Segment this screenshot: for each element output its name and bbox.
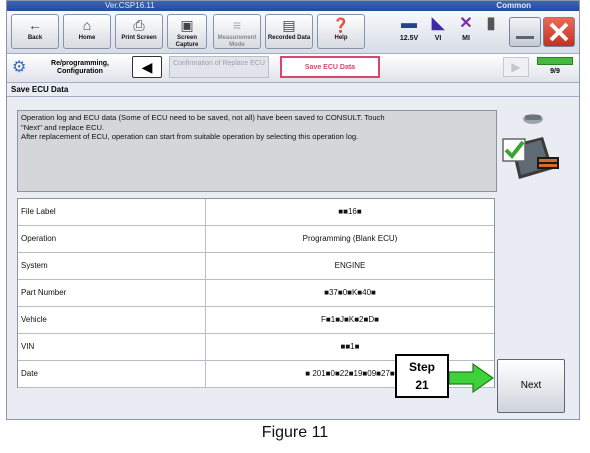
- home-button[interactable]: [63, 14, 111, 49]
- figure-caption: Figure 11: [261, 424, 329, 441]
- row-value-part-number: ■37■0■K■40■: [324, 288, 376, 297]
- breadcrumb-reprogramming-label: Re/programming, Configuration: [51, 60, 109, 75]
- progress-bar: [537, 57, 573, 65]
- recorded-data-label: Recorded Data: [267, 35, 311, 41]
- breadcrumb-forward-button[interactable]: [503, 57, 529, 77]
- progress-label: 9/9: [550, 68, 560, 75]
- row-label-part-number: Part Number: [18, 280, 206, 306]
- callout-step-number: 21: [415, 378, 429, 392]
- row-value-system: ENGINE: [334, 261, 366, 270]
- battery-icon: ▮: [486, 15, 496, 32]
- screen-capture-label: Screen Capture: [175, 35, 199, 48]
- recorded-data-button[interactable]: [265, 14, 313, 49]
- back-button-label: Back: [27, 35, 43, 41]
- screen-capture-button[interactable]: [167, 14, 207, 49]
- callout-step-label: Step: [408, 360, 435, 374]
- table-row: [18, 199, 494, 226]
- version-label: Ver.CSP16.11: [105, 1, 155, 10]
- camera-icon: ▣: [180, 17, 194, 33]
- toolbar: [7, 11, 579, 54]
- help-icon: ❓: [332, 17, 350, 33]
- battery-voltage: 12.5V: [399, 35, 419, 42]
- row-label-file-label: File Label: [18, 199, 206, 225]
- breadcrumb-confirmation-replace-ecu[interactable]: [169, 56, 269, 78]
- step-progress: [535, 57, 575, 75]
- close-button[interactable]: [543, 17, 575, 47]
- printer-icon: ⎙: [133, 17, 145, 33]
- common-label: Common: [496, 1, 531, 10]
- breadcrumb-back-button[interactable]: [132, 56, 162, 78]
- table-row: [18, 280, 494, 307]
- vi-label: VI: [434, 35, 442, 42]
- back-button[interactable]: [11, 14, 59, 49]
- row-label-date: Date: [18, 361, 206, 387]
- close-icon: [544, 18, 574, 46]
- reprogramming-icon: ⚙: [12, 59, 27, 76]
- home-button-label: Home: [78, 35, 96, 41]
- table-row: [18, 226, 494, 253]
- vi-status: [427, 13, 449, 42]
- measurement-icon: ≡: [232, 17, 242, 33]
- battery-bar-status: [481, 13, 501, 35]
- breadcrumb-reprogramming[interactable]: [12, 57, 122, 79]
- table-row: [18, 253, 494, 280]
- instruction-message: [17, 110, 497, 192]
- row-value-vin: ■■1■: [340, 342, 360, 351]
- help-button[interactable]: [317, 14, 365, 49]
- minimize-icon: [516, 36, 534, 39]
- table-row: [18, 307, 494, 334]
- mi-status: [455, 13, 477, 42]
- back-arrow-icon: ←: [28, 17, 42, 33]
- row-value-file-label: ■■16■: [338, 207, 362, 216]
- row-value-operation: Programming (Blank ECU): [302, 234, 398, 243]
- message-line-3: After replacement of ECU, operation can start from suitable operation by selecting this operation log.: [21, 132, 359, 141]
- message-line-2: "Next" and replace ECU.: [21, 122, 105, 132]
- laptop-checkmark-icon: [497, 109, 561, 181]
- car-battery-icon: ▬: [401, 15, 417, 32]
- row-label-operation: Operation: [18, 226, 206, 252]
- breadcrumb-confirmation-label: Confirmation of Replace ECU: [173, 60, 265, 67]
- print-screen-button[interactable]: [115, 14, 163, 49]
- measurement-mode-button[interactable]: [213, 14, 261, 49]
- row-label-vin: VIN: [18, 334, 206, 360]
- battery-status: [395, 13, 423, 42]
- minimize-button[interactable]: [509, 17, 541, 47]
- callout-arrow-icon: [449, 362, 494, 394]
- measurement-mode-label: Measurement Mode: [217, 35, 257, 48]
- home-icon: ⌂: [82, 17, 92, 33]
- breadcrumb-save-ecu-data: [280, 56, 380, 78]
- print-screen-label: Print Screen: [121, 35, 157, 41]
- consult-window: [6, 0, 580, 420]
- next-button[interactable]: Next: [497, 359, 565, 413]
- mi-label: MI: [462, 35, 470, 42]
- breadcrumb: [7, 54, 579, 83]
- triangle-left-icon: ◀: [141, 59, 153, 75]
- breadcrumb-save-ecu-label: Save ECU Data: [304, 64, 356, 71]
- message-line-1: Operation log and ECU data (Some of ECU need to be saved, not all) have been saved to CONSULT. Touch: [21, 113, 385, 122]
- row-label-vehicle: Vehicle: [18, 307, 206, 333]
- row-label-system: System: [18, 253, 206, 279]
- page-title: Save ECU Data: [7, 83, 579, 97]
- title-bar: [7, 1, 579, 11]
- step-callout: [395, 354, 449, 398]
- row-value-date: ■ 201■0■22■19■09■27■: [305, 369, 395, 378]
- help-button-label: Help: [334, 35, 348, 41]
- close-x-icon: ✕: [459, 15, 473, 32]
- triangle-right-icon: ▶: [511, 60, 521, 74]
- vi-icon: ◣: [431, 15, 445, 32]
- recorded-data-icon: ▤: [282, 17, 296, 33]
- row-value-vehicle: F■1■J■K■2■D■: [321, 315, 379, 324]
